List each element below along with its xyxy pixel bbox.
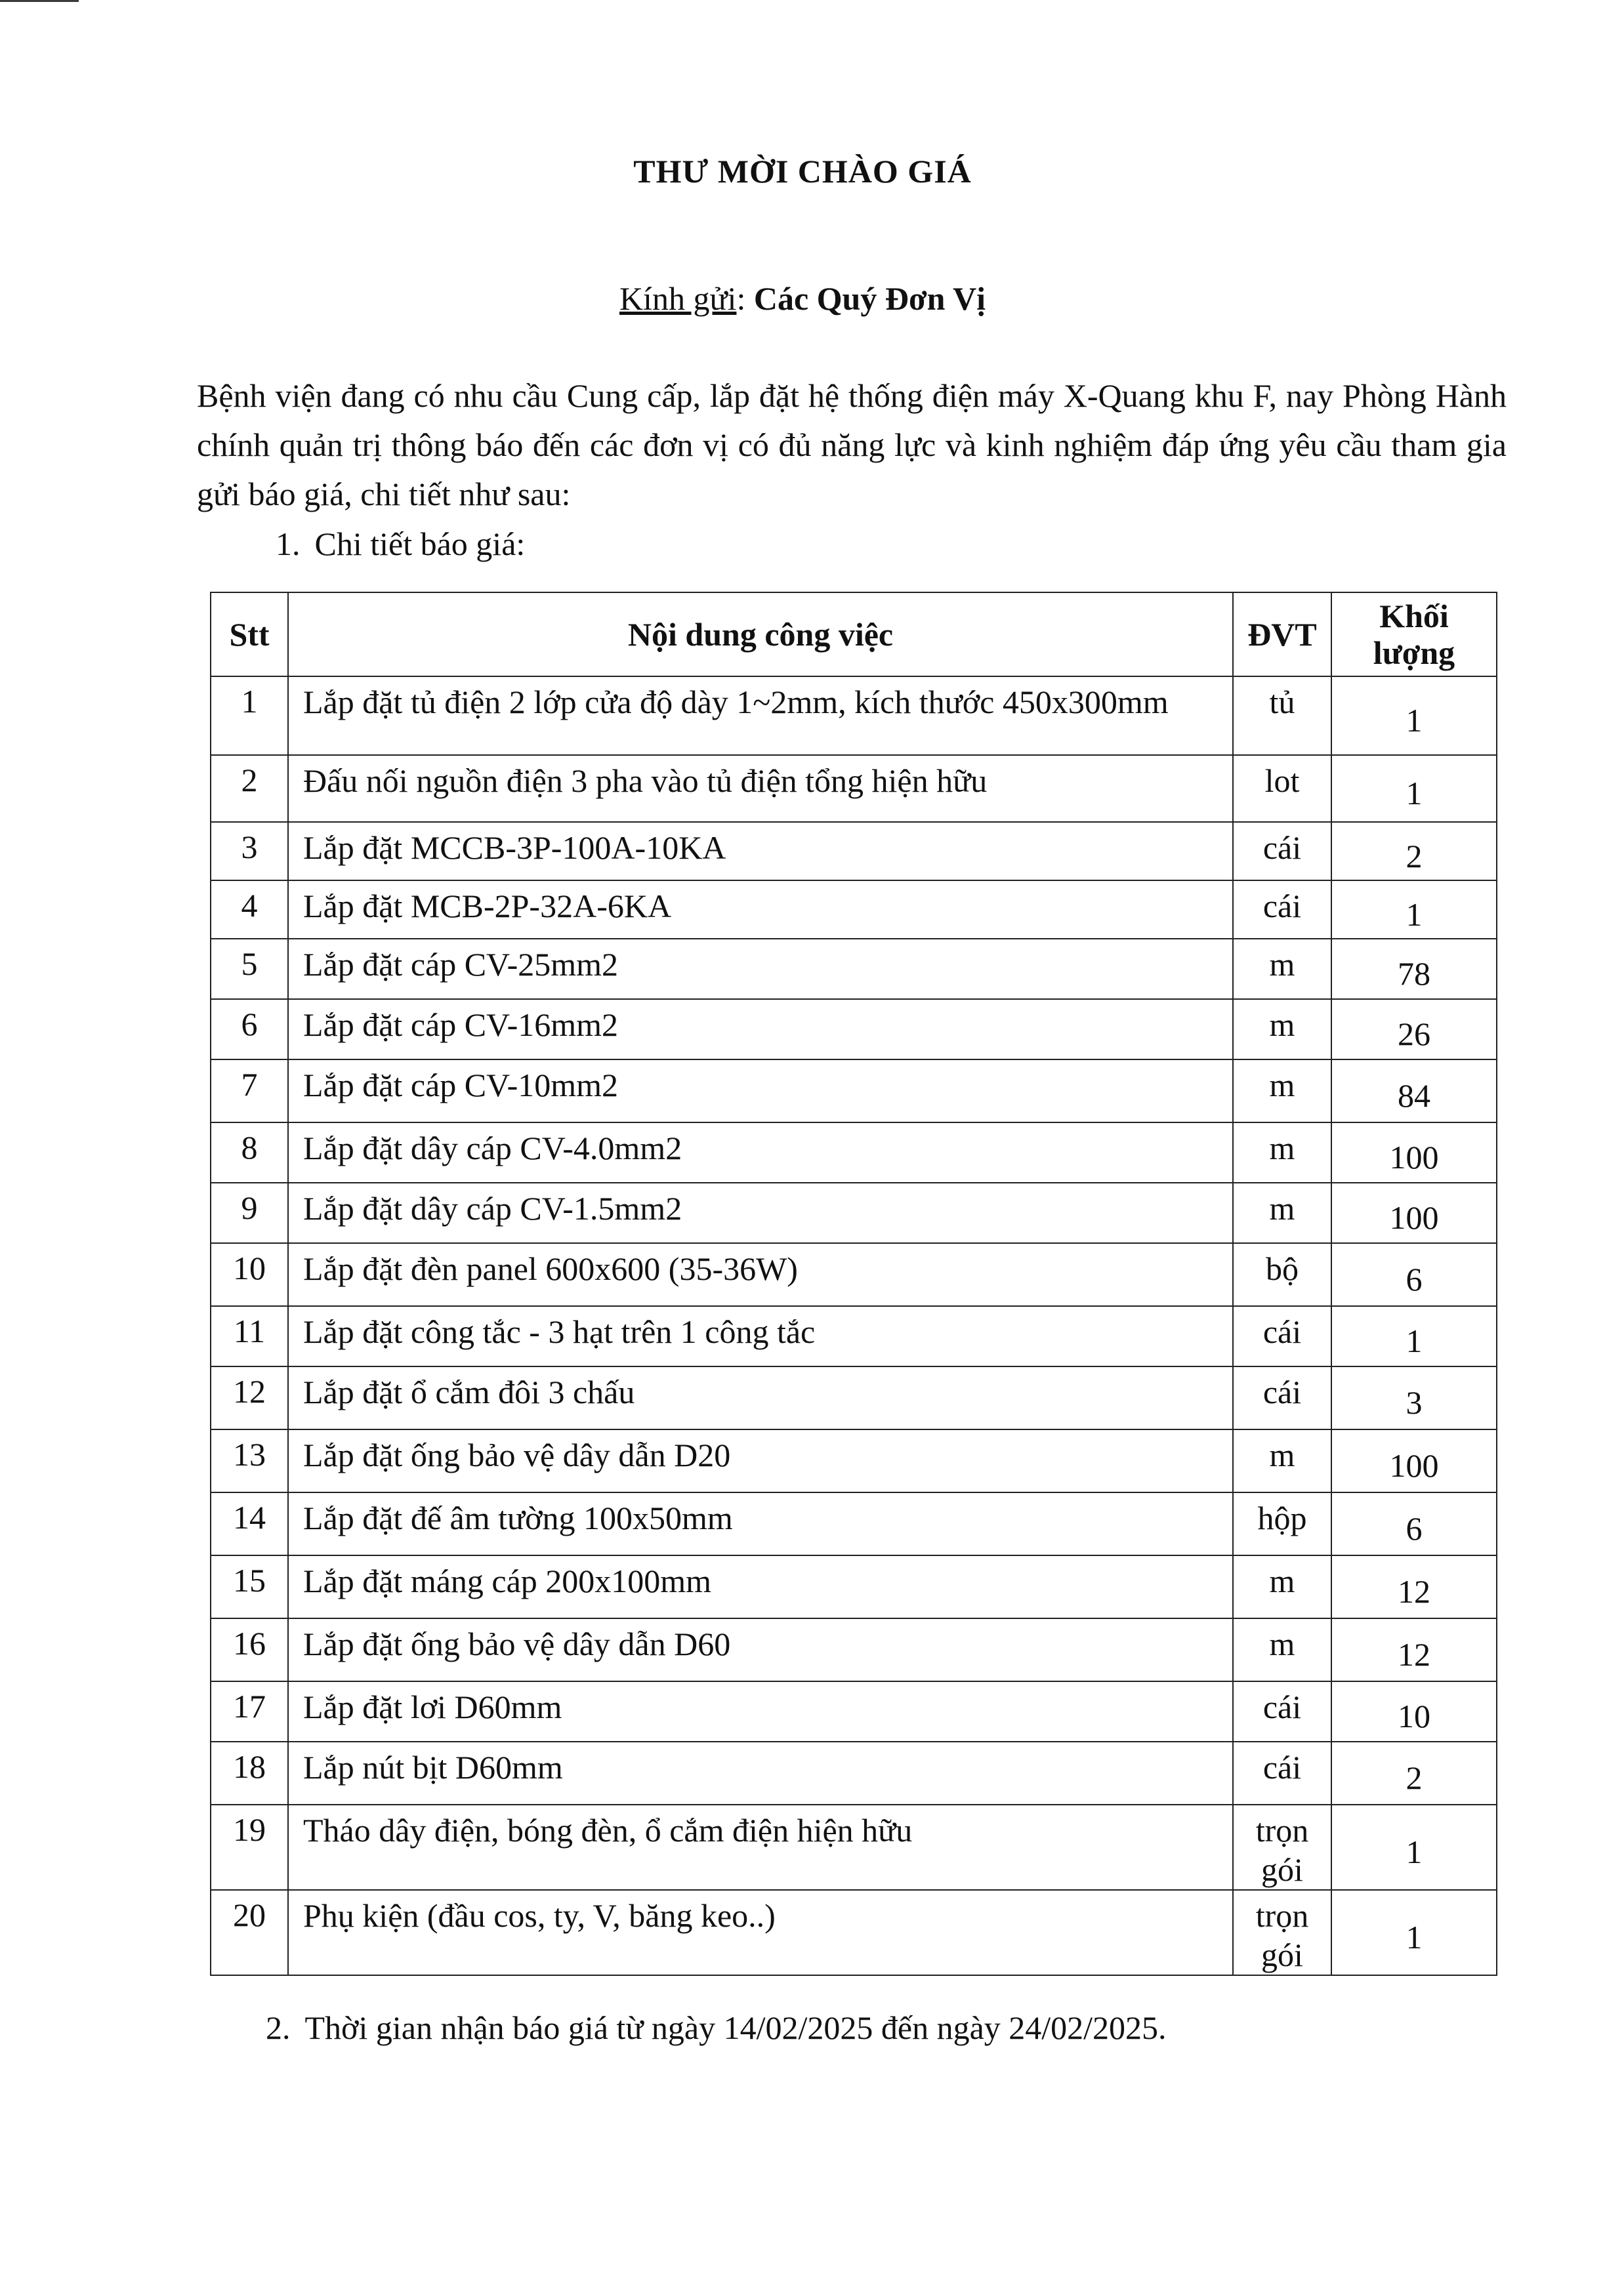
row-quantity: 26 xyxy=(1331,999,1497,1059)
table-header-row xyxy=(211,592,1497,676)
table-row xyxy=(211,1243,1497,1306)
row-description: Phụ kiện (đầu cos, ty, V, băng keo..) xyxy=(288,1890,1233,1975)
row-quantity: 1 xyxy=(1331,1306,1497,1366)
section-1-text: Chi tiết báo giá: xyxy=(314,525,526,562)
row-description: Lắp đặt dây cáp CV-1.5mm2 xyxy=(288,1183,1233,1243)
table-row xyxy=(211,822,1497,880)
row-quantity: 1 xyxy=(1331,1890,1497,1975)
row-unit: m xyxy=(1233,1618,1331,1681)
row-description: Lắp đặt công tắc - 3 hạt trên 1 công tắc xyxy=(288,1306,1233,1366)
row-description: Lắp đặt máng cáp 200x100mm xyxy=(288,1555,1233,1618)
header-stt: Stt xyxy=(211,592,288,676)
table-row xyxy=(211,1681,1497,1742)
row-unit: m xyxy=(1233,999,1331,1059)
top-edge-line xyxy=(0,0,79,2)
table-row xyxy=(211,1890,1497,1975)
row-stt: 11 xyxy=(211,1306,288,1366)
row-stt: 3 xyxy=(211,822,288,880)
row-quantity: 84 xyxy=(1331,1059,1497,1122)
row-stt: 7 xyxy=(211,1059,288,1122)
row-unit: m xyxy=(1233,1122,1331,1183)
row-stt: 15 xyxy=(211,1555,288,1618)
intro-paragraph: Bệnh viện đang có nhu cầu Cung cấp, lắp đặt hệ thống điện máy X-Quang khu F, nay Phòng Hành chính quản trị thông báo đến các đơn vị có đủ năng lực và kinh nghiệm đáp ứng yêu cầu tham gia gửi báo giá, chi tiết như sau: xyxy=(197,377,1507,512)
greeting-separator: : xyxy=(736,280,754,317)
table-row xyxy=(211,1555,1497,1618)
row-quantity: 3 xyxy=(1331,1366,1497,1429)
table-row xyxy=(211,1183,1497,1243)
row-description: Lắp đặt ống bảo vệ dây dẫn D20 xyxy=(288,1429,1233,1492)
row-unit: cái xyxy=(1233,1681,1331,1742)
row-unit: cái xyxy=(1233,1366,1331,1429)
row-stt: 19 xyxy=(211,1805,288,1890)
row-stt: 13 xyxy=(211,1429,288,1492)
row-unit: m xyxy=(1233,1429,1331,1492)
header-quantity-line2: lượng xyxy=(1373,634,1455,671)
row-stt: 17 xyxy=(211,1681,288,1742)
row-quantity: 12 xyxy=(1331,1555,1497,1618)
document-title: THƯ MỜI CHÀO GIÁ xyxy=(633,153,972,190)
row-unit: trọn gói xyxy=(1233,1890,1331,1975)
row-description: Lắp đặt ổ cắm đôi 3 chấu xyxy=(288,1366,1233,1429)
row-stt: 4 xyxy=(211,880,288,939)
row-stt: 2 xyxy=(211,755,288,822)
row-unit: lot xyxy=(1233,755,1331,822)
row-description: Lắp đặt đèn panel 600x600 (35-36W) xyxy=(288,1243,1233,1306)
greeting-recipient: Các Quý Đơn Vị xyxy=(753,280,986,317)
row-unit: cái xyxy=(1233,1306,1331,1366)
row-unit: m xyxy=(1233,1183,1331,1243)
section-2-number: 2. xyxy=(266,2009,291,2046)
row-description: Lắp đặt cáp CV-25mm2 xyxy=(288,939,1233,999)
row-unit: m xyxy=(1233,1059,1331,1122)
row-description: Lắp đặt ống bảo vệ dây dẫn D60 xyxy=(288,1618,1233,1681)
row-unit: bộ xyxy=(1233,1243,1331,1306)
row-quantity: 78 xyxy=(1331,939,1497,999)
header-quantity xyxy=(1331,592,1497,676)
row-quantity: 1 xyxy=(1331,1805,1497,1890)
row-description: Lắp nút bịt D60mm xyxy=(288,1742,1233,1805)
greeting-label: Kính gửi xyxy=(619,280,737,317)
row-stt: 1 xyxy=(211,676,288,755)
table-row xyxy=(211,1122,1497,1183)
row-quantity: 10 xyxy=(1331,1681,1497,1742)
section-1-heading xyxy=(276,525,525,563)
header-description: Nội dung công việc xyxy=(288,592,1233,676)
table-row xyxy=(211,939,1497,999)
row-stt: 10 xyxy=(211,1243,288,1306)
row-description: Lắp đặt MCB-2P-32A-6KA xyxy=(288,880,1233,939)
row-stt: 9 xyxy=(211,1183,288,1243)
row-description: Lắp đặt tủ điện 2 lớp cửa độ dày 1~2mm, kích thước 450x300mm xyxy=(288,676,1233,755)
table-row xyxy=(211,676,1497,755)
table-row xyxy=(211,1492,1497,1555)
row-unit: tủ xyxy=(1233,676,1331,755)
row-quantity: 1 xyxy=(1331,880,1497,939)
row-stt: 8 xyxy=(211,1122,288,1183)
row-description: Lắp đặt cáp CV-10mm2 xyxy=(288,1059,1233,1122)
row-description: Lắp đặt đế âm tường 100x50mm xyxy=(288,1492,1233,1555)
row-quantity: 6 xyxy=(1331,1492,1497,1555)
row-stt: 6 xyxy=(211,999,288,1059)
section-2-text: Thời gian nhận báo giá từ ngày 14/02/2025 đến ngày 24/02/2025. xyxy=(304,2009,1167,2046)
row-unit: m xyxy=(1233,939,1331,999)
greeting-line xyxy=(0,279,1605,318)
row-unit: cái xyxy=(1233,880,1331,939)
row-quantity: 2 xyxy=(1331,822,1497,880)
table-row xyxy=(211,880,1497,939)
row-unit: m xyxy=(1233,1555,1331,1618)
row-unit: hộp xyxy=(1233,1492,1331,1555)
row-description: Lắp đặt lơi D60mm xyxy=(288,1681,1233,1742)
row-stt: 14 xyxy=(211,1492,288,1555)
section-1-number: 1. xyxy=(276,525,301,562)
row-quantity: 2 xyxy=(1331,1742,1497,1805)
table-row xyxy=(211,999,1497,1059)
row-quantity: 12 xyxy=(1331,1618,1497,1681)
row-description: Đấu nối nguồn điện 3 pha vào tủ điện tổng hiện hữu xyxy=(288,755,1233,822)
section-2-paragraph xyxy=(266,2009,1167,2047)
table-row xyxy=(211,1805,1497,1890)
table-row xyxy=(211,1059,1497,1122)
row-unit: cái xyxy=(1233,1742,1331,1805)
row-description: Lắp đặt MCCB-3P-100A-10KA xyxy=(288,822,1233,880)
header-quantity-line1: Khối xyxy=(1379,598,1449,634)
row-stt: 5 xyxy=(211,939,288,999)
row-quantity: 100 xyxy=(1331,1122,1497,1183)
row-quantity: 100 xyxy=(1331,1429,1497,1492)
row-description: Lắp đặt cáp CV-16mm2 xyxy=(288,999,1233,1059)
row-description: Lắp đặt dây cáp CV-4.0mm2 xyxy=(288,1122,1233,1183)
row-stt: 12 xyxy=(211,1366,288,1429)
quotation-table xyxy=(210,592,1497,1976)
row-stt: 18 xyxy=(211,1742,288,1805)
table-row xyxy=(211,1306,1497,1366)
table-row xyxy=(211,1618,1497,1681)
table-row xyxy=(211,755,1497,822)
row-unit: cái xyxy=(1233,822,1331,880)
row-quantity: 6 xyxy=(1331,1243,1497,1306)
row-stt: 20 xyxy=(211,1890,288,1975)
table-row xyxy=(211,1429,1497,1492)
table-row xyxy=(211,1366,1497,1429)
row-stt: 16 xyxy=(211,1618,288,1681)
row-quantity: 1 xyxy=(1331,676,1497,755)
row-quantity: 1 xyxy=(1331,755,1497,822)
table-row xyxy=(211,1742,1497,1805)
row-description: Tháo dây điện, bóng đèn, ổ cắm điện hiện hữu xyxy=(288,1805,1233,1890)
row-unit: trọn gói xyxy=(1233,1805,1331,1890)
row-quantity: 100 xyxy=(1331,1183,1497,1243)
header-unit: ĐVT xyxy=(1233,592,1331,676)
